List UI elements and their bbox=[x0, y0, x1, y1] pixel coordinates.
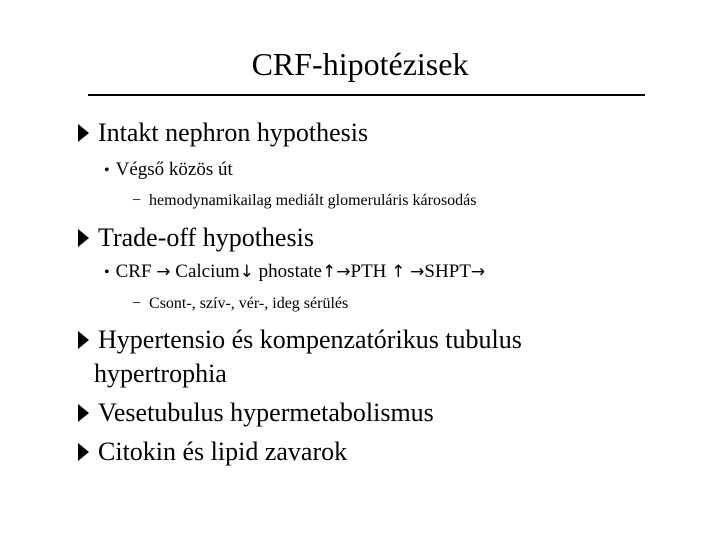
bullet-text: Hypertensio és kompenzatórikus tubulus bbox=[98, 325, 522, 354]
bullet-citokin bbox=[78, 436, 347, 468]
calcium-text: Calcium bbox=[175, 261, 240, 282]
bullet-text: Vesetubulus hypermetabolismus bbox=[98, 398, 434, 427]
sub-bullet-crf-cascade bbox=[104, 260, 485, 285]
sub-bullet-text: Végső közös út bbox=[115, 159, 233, 180]
dot-bullet-icon: • bbox=[104, 162, 110, 179]
detail-csont-sziv bbox=[132, 294, 348, 314]
crf-text: CRF bbox=[115, 261, 152, 282]
right-arrow-icon: → bbox=[336, 262, 351, 282]
triangle-bullet-icon bbox=[78, 443, 89, 461]
detail-text: Csont-, szív-, vér-, ideg sérülés bbox=[149, 295, 349, 312]
shpt-text: SHPT bbox=[424, 261, 471, 282]
sub-bullet-vegso-kozos-ut bbox=[104, 158, 233, 183]
phosphate-text: phostate bbox=[258, 261, 322, 282]
title-underline bbox=[88, 94, 645, 96]
bullet-intakt-nephron bbox=[78, 117, 368, 149]
bullet-hypertensio bbox=[78, 324, 522, 356]
bullet-vesetubulus bbox=[78, 397, 434, 429]
slide-title: CRF-hipotézisek bbox=[251, 46, 469, 82]
pth-text: PTH bbox=[350, 261, 387, 282]
right-arrow-icon: → bbox=[156, 262, 171, 282]
triangle-bullet-icon bbox=[78, 124, 89, 142]
bullet-hypertensio-continuation: hypertrophia bbox=[94, 359, 227, 388]
triangle-bullet-icon bbox=[78, 229, 89, 247]
bullet-trade-off bbox=[78, 222, 314, 254]
bullet-text: Intakt nephron hypothesis bbox=[98, 118, 369, 147]
triangle-bullet-icon bbox=[78, 331, 89, 349]
dash-bullet-icon: − bbox=[132, 192, 142, 209]
triangle-bullet-icon bbox=[78, 404, 89, 422]
up-arrow-icon: ↑ bbox=[322, 262, 337, 282]
right-arrow-icon: → bbox=[410, 262, 425, 282]
down-arrow-icon: ↓ bbox=[239, 262, 254, 282]
dash-bullet-icon: − bbox=[132, 295, 142, 312]
dot-bullet-icon: • bbox=[104, 264, 110, 281]
detail-text: hemodynamikailag mediált glomeruláris károsodás bbox=[149, 192, 477, 209]
detail-hemodynamikai bbox=[132, 191, 477, 211]
bullet-text: Trade-off hypothesis bbox=[98, 223, 314, 252]
bullet-text: Citokin és lipid zavarok bbox=[98, 437, 348, 466]
up-arrow-icon: ↑ bbox=[391, 262, 406, 282]
right-arrow-icon: → bbox=[470, 262, 486, 282]
